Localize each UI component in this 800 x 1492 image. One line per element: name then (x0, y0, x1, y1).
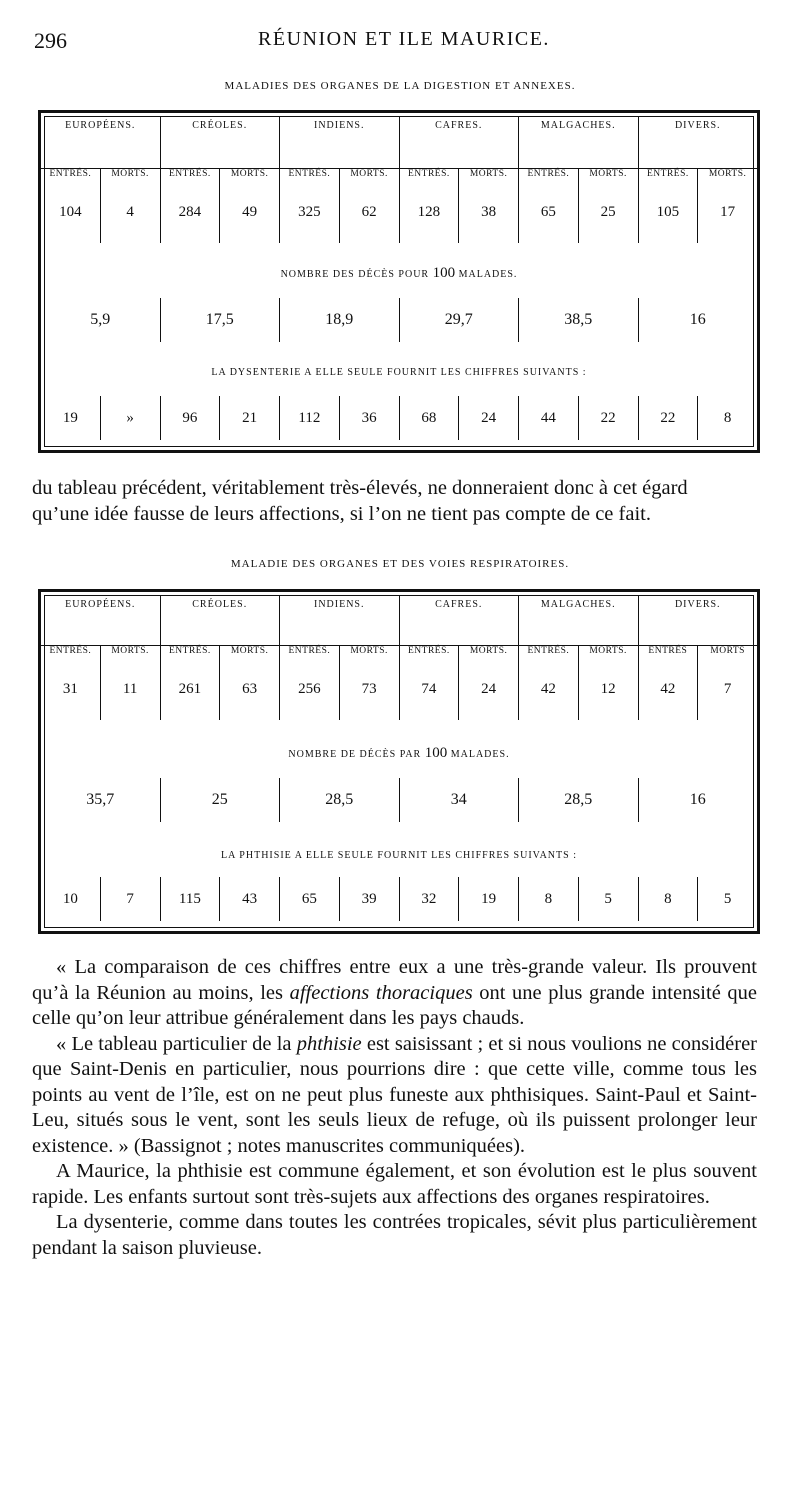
dysentery-cell: 112 (279, 396, 339, 440)
sub-header-row (41, 645, 757, 672)
paragraph-text: ont une plus grande intensité que celle qu’on leur attribue généralement dans les pays chauds. (32, 981, 757, 1029)
group-header: MALGACHES. (518, 116, 638, 168)
phthisis-cell: 5 (697, 877, 757, 921)
sub-header-row (41, 168, 757, 195)
group-header: CRÉOLES. (160, 595, 280, 645)
phthisis-caption: LA PHTHISIE A ELLE SEULE FOURNIT LES CHIFFRES SUIVANTS : (221, 850, 577, 861)
rate-cell: 16 (638, 298, 758, 342)
sub-header: MORTS. (339, 646, 399, 672)
value-cell: 17 (697, 195, 757, 243)
group-header: CRÉOLES. (160, 116, 280, 168)
rate-caption-number: 100 (432, 265, 456, 281)
dysentery-cell: 19 (62, 410, 78, 426)
emphasis-text: affections thoraciques (289, 981, 473, 1004)
value-cell: 38 (458, 195, 518, 243)
sub-header: ENTRÉS. (638, 169, 698, 195)
page-number: 296 (34, 28, 67, 53)
sub-header: ENTRÉS (638, 646, 698, 672)
sub-header: ENTRÉS. (399, 169, 459, 195)
sub-header: MORTS. (578, 646, 638, 672)
paragraph (32, 955, 757, 1032)
value-cell: 25 (578, 195, 638, 243)
dysentery-cell: » (100, 396, 160, 440)
value-cell: 42 (638, 672, 698, 720)
rate-cell: 29,7 (399, 298, 519, 342)
phthisis-cell: 7 (100, 877, 160, 921)
sub-header: ENTRÉS. (49, 646, 92, 656)
sub-header: MORTS. (219, 646, 279, 672)
paragraph: A Maurice, la phthisie est commune également, et son évolution est le plus souvent rapide. Les enfants surtout sont très-sujets aux affections des organes respiratoires. (32, 1160, 757, 1208)
body-text (32, 955, 757, 1261)
emphasis-text: phthisie (296, 1032, 362, 1055)
dysentery-cell: 68 (399, 396, 459, 440)
rate-cell: 25 (160, 778, 280, 822)
sub-header: ENTRÉS. (518, 646, 578, 672)
value-cell: 128 (399, 195, 459, 243)
sub-header: MORTS. (100, 646, 160, 672)
text-line: qu’une idée fausse de leurs affections, si l’on ne tient pas compte de ce fait. (32, 502, 651, 525)
dysentery-cell: 22 (578, 396, 638, 440)
rate-caption-text: MALADES. (458, 269, 518, 280)
group-header: MALGACHES. (518, 595, 638, 645)
phthisis-cell: 10 (62, 891, 78, 907)
group-header: EUROPÉENS. (65, 120, 136, 131)
sub-header: MORTS. (697, 169, 757, 195)
phthisis-cell: 65 (279, 877, 339, 921)
value-cell: 63 (219, 672, 279, 720)
rate-cell: 5,9 (90, 311, 111, 328)
rate-caption (41, 265, 757, 282)
dysentery-row (41, 396, 757, 440)
value-cell: 256 (279, 672, 339, 720)
phthisis-cell: 5 (578, 877, 638, 921)
rate-caption-text: MALADES. (450, 749, 510, 760)
value-cell: 104 (59, 204, 82, 220)
sub-header: ENTRÉS. (160, 646, 220, 672)
sub-header: ENTRÉS. (279, 646, 339, 672)
rate-cell: 38,5 (518, 298, 638, 342)
group-header-row (41, 116, 757, 168)
phthisis-cell: 39 (339, 877, 399, 921)
value-cell: 24 (458, 672, 518, 720)
group-header: DIVERS. (638, 116, 758, 168)
page-header (34, 28, 774, 58)
group-header: CAFRES. (399, 595, 519, 645)
group-header: INDIENS. (279, 116, 399, 168)
group-header-row (41, 595, 757, 645)
sub-header: ENTRÉS. (518, 169, 578, 195)
rate-cell: 16 (638, 778, 758, 822)
phthisis-cell: 32 (399, 877, 459, 921)
phthisis-cell: 8 (638, 877, 698, 921)
phthisis-cell: 115 (160, 877, 220, 921)
phthisis-cell: 19 (458, 877, 518, 921)
rate-cell: 35,7 (86, 791, 115, 808)
sub-header: MORTS. (458, 646, 518, 672)
value-cell: 42 (518, 672, 578, 720)
digestion-table (38, 110, 760, 453)
value-cell: 65 (518, 195, 578, 243)
value-cell: 62 (339, 195, 399, 243)
sub-header: ENTRÉS. (279, 169, 339, 195)
phthisis-cell: 43 (219, 877, 279, 921)
value-cell: 49 (219, 195, 279, 243)
table2-caption: MALADIE DES ORGANES ET DES VOIES RESPIRATOIRES. (230, 558, 570, 570)
values-row (41, 195, 757, 243)
rate-cell: 28,5 (279, 778, 399, 822)
group-header: EUROPÉENS. (65, 599, 136, 610)
value-cell: 7 (697, 672, 757, 720)
running-title: RÉUNION ET ILE MAURICE. (258, 28, 550, 50)
paragraph-text: « La comparaison de ces chiffres entre eux a une très-grande valeur. Ils prouvent qu’à la Réunion au moins, les (32, 956, 757, 1004)
table1-caption: MALADIES DES ORGANES DE LA DIGESTION ET ANNEXES. (224, 80, 576, 92)
dysentery-cell: 8 (697, 396, 757, 440)
sub-header: MORTS. (339, 169, 399, 195)
values-row (41, 672, 757, 720)
rate-caption-text: NOMBRE DES DÉCÈS POUR (280, 269, 430, 280)
group-header: DIVERS. (638, 595, 758, 645)
value-cell: 261 (160, 672, 220, 720)
paragraph: La dysenterie, comme dans toutes les contrées tropicales, sévit plus particulièrement pendant la saison pluvieuse. (32, 1211, 757, 1259)
sub-header: MORTS. (458, 169, 518, 195)
paragraph (32, 1032, 757, 1160)
rate-cell: 34 (399, 778, 519, 822)
value-cell: 4 (100, 195, 160, 243)
dysentery-cell: 24 (458, 396, 518, 440)
value-cell: 11 (100, 672, 160, 720)
group-header: INDIENS. (279, 595, 399, 645)
dysentery-cell: 44 (518, 396, 578, 440)
value-cell: 12 (578, 672, 638, 720)
paragraph-text: « Le tableau particulier de la (56, 1032, 297, 1055)
sub-header: MORTS. (219, 169, 279, 195)
rate-cell: 18,9 (279, 298, 399, 342)
sub-header: MORTS. (578, 169, 638, 195)
text-line: du tableau précédent, véritablement très-élevés, ne donneraient donc à cet égard (32, 477, 688, 499)
rate-caption-number: 100 (424, 745, 448, 761)
dysentery-cell: 96 (160, 396, 220, 440)
value-cell: 74 (399, 672, 459, 720)
between-text (32, 476, 757, 527)
value-cell: 325 (279, 195, 339, 243)
dysentery-cell: 21 (219, 396, 279, 440)
phthisis-row (41, 877, 757, 921)
dysentery-cell: 22 (638, 396, 698, 440)
rate-cell: 28,5 (518, 778, 638, 822)
sub-header: MORTS. (100, 169, 160, 195)
rate-cell: 17,5 (160, 298, 280, 342)
sub-header: MORTS (697, 646, 757, 672)
value-cell: 73 (339, 672, 399, 720)
group-header: CAFRES. (399, 116, 519, 168)
sub-header: ENTRÉS. (49, 169, 92, 179)
rate-caption (41, 745, 757, 762)
respiratory-table (38, 589, 760, 934)
value-cell: 284 (160, 195, 220, 243)
rate-caption-text: NOMBRE DE DÉCÈS PAR (288, 749, 422, 760)
rates-row (41, 298, 757, 342)
sub-header: ENTRÉS. (399, 646, 459, 672)
phthisis-cell: 8 (518, 877, 578, 921)
dysentery-cell: 36 (339, 396, 399, 440)
paragraph-text: est saisissant ; et si nous voulions ne considérer que Saint-Denis en particulier, nous pourrions dire : que cette ville, comme tous les points au vent de l’île, est on ne peut plus funeste aux phthisiques. Saint-Paul et Saint-Leu, situés sous le vent, sont les seuls lieux de refuge, où ils puissent prolonger leur existence. » (Bassignot ; notes manuscrites communiquées). (32, 1032, 758, 1157)
value-cell: 105 (638, 195, 698, 243)
value-cell: 31 (62, 681, 78, 697)
sub-header: ENTRÉS. (160, 169, 220, 195)
dysentery-caption: LA DYSENTERIE A ELLE SEULE FOURNIT LES CHIFFRES SUIVANTS : (211, 367, 587, 378)
rates-row (41, 778, 757, 822)
